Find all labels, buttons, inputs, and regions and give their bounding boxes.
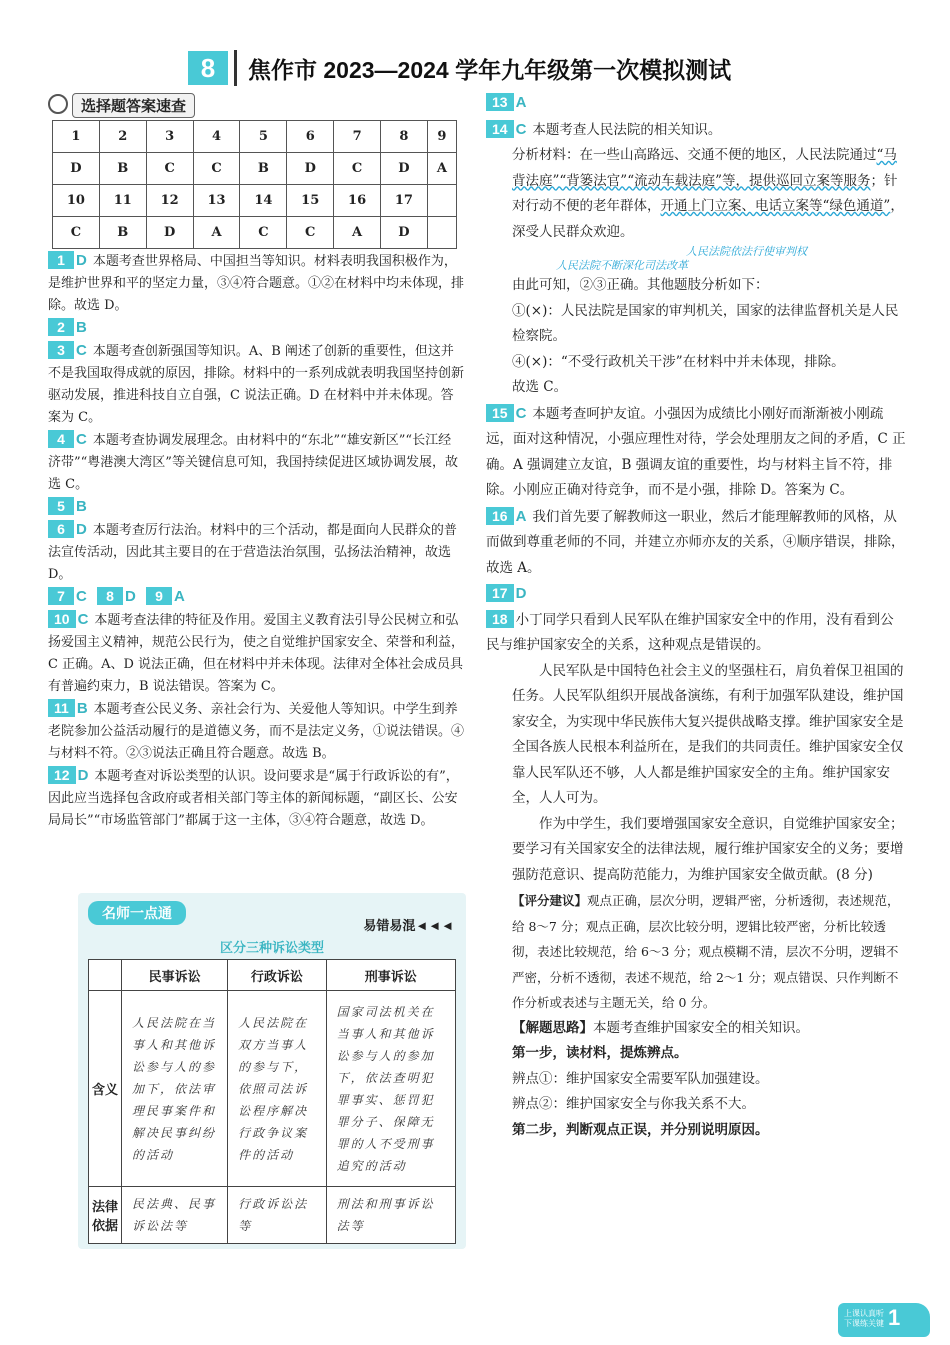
teacher-tip-box	[78, 893, 466, 1249]
answer-item: 3 C 本题考查创新强国等知识。A、B 阐述了创新的重要性，但这并不是我国取得成就的原因，排除。材料中的一系列成就表明我国坚持创新驱动发展，推进科技自立自强，C 说法正确。D 在材料中并未体现。答案为 C。	[48, 342, 465, 425]
table-row: C B D A C C A D	[53, 217, 457, 249]
annotation: 人民法院依法行使审判权	[686, 245, 807, 258]
quick-answer-heading: 选择题答案速查	[48, 93, 195, 118]
answer-item: 18 小丁同学只看到人民军队在维护国家安全中的作用，没有看到公民与维护国家安全的关系，这种观点是错误的。	[486, 610, 894, 653]
table-row: 1 2 3 4 5 6 7 8 9	[53, 121, 457, 153]
answer-table	[52, 120, 457, 249]
paragraph: 人民军队是中国特色社会主义的坚强柱石，肩负着保卫祖国的任务。人民军队组织开展战备演练，有利于加强军队建设，维护国家安全，为实现中华民族伟大复兴提供战略支撑。维护国家安全是全国各族人民根本利益所在，是我们的共同责任。维护国家安全仅靠人民军队还不够，人人都是维护国家安全的主角。维护国家安全，人人可为。	[512, 662, 904, 806]
analysis-paragraph: 分析材料：在一些山高路远、交通不便的地区，人民法院通过“马背法庭”“背篓法官”“流动车载法庭”等，提供巡回立案等服务；针对行动不便的老年群体，开通上门立案、电话立案等“绿色通道”，深受人民群众欢迎。	[512, 147, 904, 240]
comparison-table	[88, 959, 456, 1244]
answer-item: 1 D 本题考查世界格局、中国担当等知识。材料表明我国积极作为，是维护世界和平的坚定力量，③④符合题意。①②在材料中均未体现，排除。故选 D。	[48, 252, 465, 313]
answer-item: 12 D 本题考查对诉讼类型的认识。设问要求是“属于行政诉讼的有”，因此应当选择包含政府或者相关部门等主体的新闻标题，“副区长、公安局局长”“市场监管部门”都属于这一主体，③④符合题意，故选 D。	[48, 767, 459, 828]
step-heading: 第二步，判断观点正误，并分别说明原因。	[512, 1121, 769, 1138]
answer-item: 13 A	[486, 90, 906, 117]
paragraph: ①(×)：人民法院是国家的审判机关，国家的法律监督机关是人民检察院。	[512, 302, 899, 344]
page-footer-badge: 上课认真听 下课练关键 1	[838, 1303, 930, 1337]
answer-item: 14 C 本题考查人民法院的相关知识。	[486, 117, 906, 144]
answer-item: 6 D 本题考查厉行法治。材料中的三个活动，都是面向人民群众的普法宣传活动，因此其主要目的在于营造法治氛围，弘扬法治精神，故选 D。	[48, 521, 457, 582]
divider	[234, 50, 237, 86]
answer-item: 5 B	[48, 496, 464, 519]
annotation: 人民法院不断深化司法改革	[556, 259, 688, 272]
tip-title: 名师一点通	[88, 901, 186, 925]
paragraph: 作为中学生，我们要增强国家安全意识，自觉维护国家安全；要学习有关国家安全的法律法规，履行维护国家安全的义务；要增强防范意识、提高防范能力，为维护国家安全做贡献。(8 分)	[512, 815, 904, 883]
paragraph: 故选 C。	[512, 379, 568, 395]
table-row: 10 11 12 13 14 15 16 17	[53, 185, 457, 217]
table-row: 含义 人民法院在当事人和其他诉讼参与人的参加下，依法审理民事案件和解决民事纠纷的活动 人民法院在双方当事人的参与下，依照司法诉讼程序解决行政争议案件的活动 国家司法机关在当事人和其他诉讼参与人的参加下，依法查明犯罪事实、惩罚犯罪分子、保障无罪的人不受刑事追究的活动	[89, 991, 456, 1187]
answer-item: 11 B 本题考查公民义务、亲社会行为、关爱他人等知识。中学生到养老院参加公益活动履行的是道德义务，而不是法定义务，①说法错误。④与材料不符。②③说法正确且符合题意。故选 B。	[48, 700, 465, 761]
table-row: 法律依据 民法典、民事诉讼法等 行政诉讼法等 刑法和刑事诉讼法等	[89, 1187, 456, 1244]
table-row: 民事诉讼 行政诉讼 刑事诉讼	[89, 960, 456, 991]
answer-item: 2 B	[48, 317, 464, 340]
answer-item: 15 C 本题考查呵护友谊。小强因为成绩比小刚好而渐渐被小刚疏远，面对这种情况，小强应理性对待，学会处理朋友之间的矛盾，C 正确。A 强调建立友谊，B 强调友谊的重要性，均与材料主旨不符，排除。小刚应正确对待竞争，而不是小强，排除 D。答案为 C。	[486, 404, 906, 498]
paragraph: ④(×)：“不受行政机关干涉”在材料中并未体现，排除。	[512, 353, 845, 370]
paragraph: 辨点②：维护国家安全与你我关系不大。	[512, 1096, 755, 1112]
section-number: 8	[188, 51, 228, 85]
tip-subtitle: 区分三种诉讼类型	[219, 940, 324, 955]
answer-item: 4 C 本题考查协调发展理念。由材料中的“东北”“雄安新区”“长江经济带”“粤港澳大湾区”等关键信息可知，我国持续促进区域协调发展，故选 C。	[48, 431, 458, 492]
paragraph: 由此可知，②③正确。其他题肢分析如下：	[512, 277, 769, 293]
left-column	[48, 250, 464, 832]
table-row: D B C C B D C D A	[53, 153, 457, 185]
answer-item: 16 A 我们首先要了解教师这一职业，然后才能理解教师的风格，从而做到尊重老师的不同，并建立亦师亦友的关系，④顺序错误，排除，故选 A。	[486, 507, 905, 576]
paragraph: 辨点①：维护国家安全需要军队加强建设。	[512, 1070, 769, 1087]
scoring-paragraph: 【评分建议】观点正确，层次分明，逻辑严密，分析透彻，表述规范，给 8～7 分；观点正确，层次比较分明，逻辑比较严密，分析比较透彻，表述比较规范，给 6～3 分；观点模糊不清，层次不分明，逻辑不严密，分析不透彻，表述不规范，给 2～1 分；观点错误、只作判断不作分析或表述与主题无关，给 0 分。	[512, 893, 900, 1010]
right-column	[486, 90, 906, 1143]
answer-item: 10 C 本题考查法律的特征及作用。爱国主义教育法引导公民树立和弘扬爱国主义精神，规范公民行为，使之自觉维护国家安全、荣誉和利益，C 正确。A、D 说法正确，但在材料中并未体现。法律对全体社会成员具有普遍约束力，B 说法错误。答案为 C。	[48, 611, 465, 694]
page-number: 1	[888, 1305, 901, 1330]
page-title: 焦作市 2023—2024 学年九年级第一次模拟测试	[248, 57, 732, 83]
tip-tag: 易错易混◄◄◄	[363, 918, 454, 933]
step-heading: 第一步，读材料，提炼辨点。	[512, 1045, 688, 1061]
answer-item: 7 C 8 D 9 A	[48, 586, 464, 609]
solution-paragraph: 【解题思路】本题考查维护国家安全的相关知识。	[512, 1019, 809, 1036]
answer-item: 17 D	[486, 581, 906, 608]
circle-icon	[48, 94, 68, 114]
